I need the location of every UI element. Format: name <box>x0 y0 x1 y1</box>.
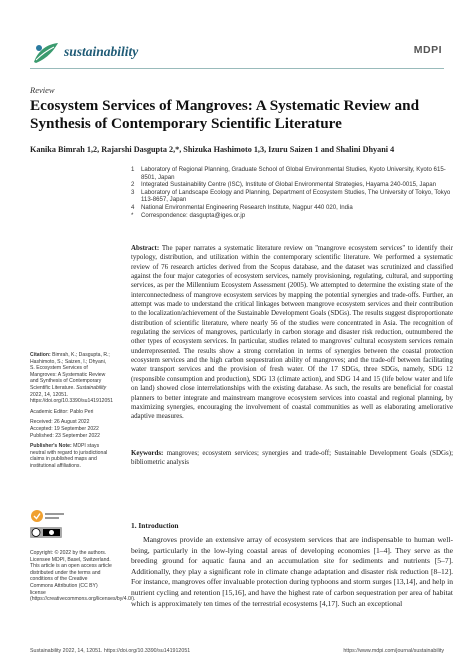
accepted-date: Accepted: 19 September 2022 <box>30 425 99 432</box>
introduction-text: Mangroves provide an extensive array of ecosystem services that are indispensable to human well-being, particularly in the low-lying coastal areas of developing economies [1–4]. They serve as the breeding ground for aquatic fauna and an accumulation site for sediments and nutrients [5–7]. Additionally, they play a significant role in climate change adaptation and disaster risk reduction [8–12]. For instance, mangroves offer invaluable protection during typhoons and storm surges [13,14], and help in nutrient cycling and retention [15,16], and have the highest rate of carbon sequestration per area of habitat which is approximately ten times of the terrestrial ecosystems [4,17]. Such an exceptional <box>131 535 453 608</box>
check-for-updates-icon[interactable] <box>30 509 66 523</box>
affiliation-item: 2 Integrated Sustainability Centre (ISC), Institute of Global Environmental Strategies, Hayama 240-0015, Japan <box>131 181 437 189</box>
published-date: Published: 23 September 2022 <box>30 432 100 439</box>
creative-commons-icon[interactable] <box>30 527 62 538</box>
publisher-note: Publisher's Note: MDPI stays neutral with regard to jurisdictional claims in published maps and institutional affiliations. <box>30 443 108 469</box>
footer-citation[interactable]: Sustainability 2022, 14, 12051. https://doi.org/10.3390/su141912051 <box>30 648 191 654</box>
citation: Citation: Bimrah, K.; Dasgupta, R.; Hashimoto, S.; Saizen, I.; Dhyani, S. Ecosystem Services of Mangroves: A Systematic Review and Synthesis of Contemporary Scientific Literature. Sustainability 2022, 14, 12051. https://doi.org/10.3390/su141912051 <box>30 352 113 405</box>
academic-editor: Academic Editor: Pablo Peri <box>30 408 94 415</box>
abstract <box>131 244 453 422</box>
journal-name[interactable]: sustainability <box>64 44 139 59</box>
journal-logo-icon <box>30 40 62 66</box>
keywords-label: Keywords: <box>131 449 164 457</box>
page-footer <box>30 648 444 654</box>
correspondence: * Correspondence: dasgupta@iges.or.jp <box>131 211 246 219</box>
footer-journal-url[interactable]: https://www.mdpi.com/journal/sustainability <box>343 648 444 654</box>
received-date: Received: 26 August 2022 <box>30 419 90 426</box>
affiliation-item: 1 Laboratory of Regional Planning, Graduate School of Global Environmental Studies, Kyoto University, Kyoto 615-8501, Japan <box>131 166 446 181</box>
affiliation-item: 3 Laboratory of Landscape Ecology and Planning, Department of Ecosystem Studies, The University of Tokyo, Tokyo 113-8657, Japan <box>131 188 451 204</box>
keywords <box>131 449 453 468</box>
publisher-logo[interactable]: MDPI <box>413 44 442 56</box>
citation-doi-link[interactable]: 2022, 14, 12051. https://doi.org/10.3390/su141912051 <box>30 391 113 405</box>
sidebar-metadata <box>30 352 112 474</box>
abstract-text: The paper narrates a systematic literature review on ''mangrove ecosystem services'' to identify their typology, distribution, and utilization within the contemporary scientific literature. We performed a systematic review of 76 research articles derived from the Scopus database, and the dataset was scrutinized and classified against the four major categories of ecosystem services, namely provisioning, regulating, cultural, and supporting services, as per the Millennium Ecosystem Assessment (2005). We attempted to determine the existing state of the interconnectedness of mangrove ecosystem services by mapping the potential synergies and trade-offs. Further, an attempt was made to understand the critical linkages between mangrove ecosystem services and their contribution to the localization/achievement of the Sustainable Development Goals (SDGs). The results suggest disproportionate distribution of scientific literature, where nearly 56 of the studies were concentrated in Asia. The recognition of regulating the services of mangroves, particularly in carbon storage and disaster risk reduction, outnumbered the other types of ecosystem services. In particular, studies related to mangroves' cultural ecosystem services remain underrepresented. The results show a strong correlation in terms of synergies between the coastal protection ecosystem services and the high carbon sequestration ability of mangroves; and the trade-off between facilitating water transport services and the provision of fresh water. Of the 17 SDGs, three SDGs, namely, SDG 12 (responsible consumption and production), SDG 13 (climate action), and SDG 14 and 15 (life below water and life on land) showed close interrelationships with the existing database. As such, the results are beneficial for coastal planners to better integrate and mainstream mangrove ecosystem services into coastal and regional planning, by maximizing synergies, encouraging the involvement of coastal communities as well as elaborating ameliorative adaptive measures. <box>131 244 454 421</box>
keywords-text: mangroves; ecosystem services; synergies and trade-off; Sustainable Development Goals (SDGs); bibliometric analysis <box>131 449 453 467</box>
affiliation-item: 4 National Environmental Engineering Research Institute, Nagpur 440 020, India <box>131 203 353 211</box>
copyright-notice: Copyright: © 2022 by the authors. Licensee MDPI, Basel, Switzerland. This article is an open access article distributed under the terms and conditions of the Creative Commons Attribution (CC BY) license (https://creativecommons.org/licenses/by/4.0/). <box>30 550 136 603</box>
section-heading: 1. Introduction <box>131 521 179 530</box>
affiliations <box>131 166 451 219</box>
author-list: Kanika Bimrah 1,2, Rajarshi Dasgupta 2,*, Shizuka Hashimoto 1,3, Izuru Saizen 1 and Shalini Dhyani 4 <box>30 145 395 154</box>
header-divider <box>30 68 444 69</box>
paper-title: Ecosystem Services of Mangroves: A Systematic Review and Synthesis of Contemporary Scientific Literature <box>30 97 420 132</box>
article-type: Review <box>30 85 55 95</box>
abstract-label: Abstract: <box>131 244 160 252</box>
